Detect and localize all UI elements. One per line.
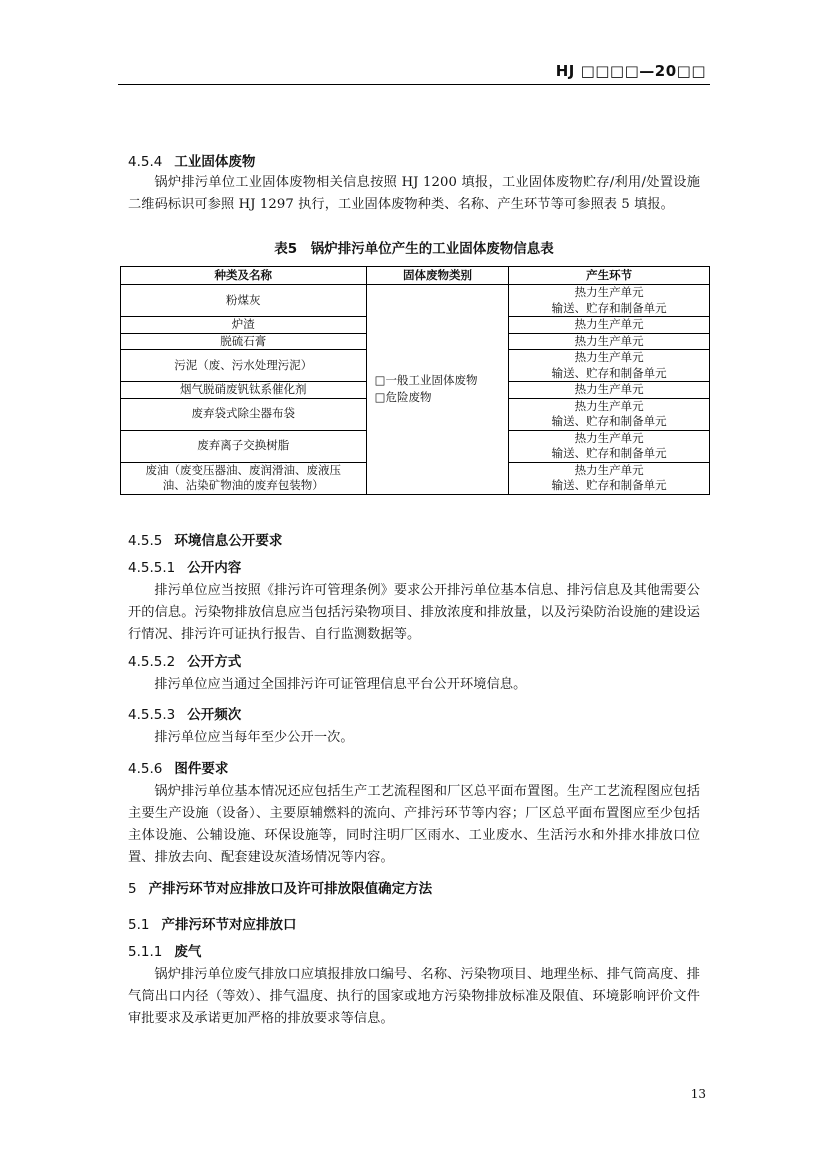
heading-title: 公开方式 — [187, 654, 242, 670]
waste-name: 脱硫石膏 — [121, 333, 367, 350]
stage-cell — [509, 398, 710, 430]
stage-cell — [509, 285, 710, 317]
column-header: 产生环节 — [509, 267, 710, 285]
heading-title: 公开频次 — [187, 707, 242, 723]
table-row — [121, 285, 710, 317]
waste-name: 烟气脱硝废钒钛系催化剂 — [121, 382, 367, 399]
waste-name: 废弃离子交换树脂 — [121, 430, 367, 462]
heading-title: 图件要求 — [174, 761, 229, 777]
stage-line: 热力生产单元 — [574, 350, 644, 364]
waste-name-line: 废油（废变压器油、废润滑油、废液压 — [145, 462, 342, 477]
stage-line: 热力生产单元 — [574, 317, 644, 331]
heading-title: 废气 — [174, 944, 202, 960]
document-code: HJ □□□□—20□□ — [555, 62, 706, 80]
stage-line: 热力生产单元 — [574, 430, 644, 445]
heading-number: 4.5.6 — [128, 761, 163, 777]
waste-category-cell — [366, 285, 509, 495]
heading-number: 5.1.1 — [128, 944, 163, 960]
stage-cell — [509, 382, 710, 399]
heading-5 — [128, 877, 432, 897]
stage-cell — [509, 333, 710, 350]
heading-number: 4.5.5.1 — [128, 560, 176, 576]
stage-cell — [509, 430, 710, 462]
heading-4-5-6 — [128, 757, 228, 777]
stage-line: 输送、贮存和制备单元 — [551, 365, 667, 380]
waste-name-line: 油、沾染矿物油的废弃包装物） — [162, 478, 324, 492]
waste-name: 炉渣 — [121, 317, 367, 334]
paragraph-4-5-6: 锅炉排污单位基本情况还应包括生产工艺流程图和厂区总平面布置图。生产工艺流程图应包括主要生产设施（设备）、主要原辅燃料的流向、产排污环节等内容；厂区总平面布置图应至少包括主体设施、公辅设施、环保设施等，同时注明厂区雨水、工业废水、生活污水和外排水排放口位置、排放去向、配套建设灰渣场情况等内容。 — [128, 784, 700, 865]
stage-cell — [509, 317, 710, 334]
heading-number: 4.5.5.2 — [128, 654, 176, 670]
heading-title: 产排污环节对应排放口及许可排放限值确定方法 — [148, 881, 433, 897]
heading-5-1-1 — [128, 940, 201, 960]
heading-number: 4.5.5 — [128, 533, 163, 549]
heading-title: 环境信息公开要求 — [174, 533, 283, 549]
waste-name: 污泥（废、污水处理污泥） — [121, 350, 367, 382]
heading-title: 产排污环节对应排放口 — [161, 917, 297, 933]
stage-line: 热力生产单元 — [574, 462, 644, 477]
page-number: 13 — [690, 1087, 706, 1101]
paragraph-4-5-5-2: 排污单位应当通过全国排污许可证管理信息平台公开环境信息。 — [154, 677, 527, 692]
stage-line: 热力生产单元 — [574, 333, 644, 348]
heading-title: 工业固体废物 — [174, 154, 256, 170]
category-option: □危险废物 — [374, 390, 432, 405]
waste-name: 废弃袋式除尘器布袋 — [121, 398, 367, 430]
stage-line: 输送、贮存和制备单元 — [551, 300, 667, 315]
paragraph-4-5-4: 锅炉排污单位工业固体废物相关信息按照 HJ 1200 填报，工业固体废物贮存/利用/处置设施二维码标识可参照 HJ 1297 执行，工业固体废物种类、名称、产生环节等可参照表 5 填报。 — [128, 175, 700, 212]
category-option: □一般工业固体废物 — [374, 373, 478, 388]
stage-line: 热力生产单元 — [574, 398, 644, 413]
heading-4-5-5 — [128, 529, 282, 549]
waste-name — [121, 462, 367, 494]
stage-line: 热力生产单元 — [574, 285, 644, 299]
heading-4-5-4 — [128, 150, 255, 170]
heading-number: 4.5.5.3 — [128, 707, 176, 723]
heading-number: 5.1 — [128, 917, 150, 933]
stage-line: 输送、贮存和制备单元 — [551, 478, 667, 492]
heading-title: 公开内容 — [187, 560, 242, 576]
table-title: 表5 锅炉排污单位产生的工业固体废物信息表 — [274, 241, 554, 257]
column-header: 种类及名称 — [121, 267, 367, 285]
paragraph-4-5-5-1: 排污单位应当按照《排污许可管理条例》要求公开排污单位基本信息、排污信息及其他需要公开的信息。污染物排放信息应当包括污染物项目、排放浓度和排放量，以及污染防治设施的建设运行情况、排污许可证执行报告、自行监测数据等。 — [128, 583, 700, 642]
header-rule — [118, 84, 710, 85]
heading-5-1 — [128, 913, 296, 933]
column-header: 固体废物类别 — [366, 267, 509, 285]
stage-cell — [509, 462, 710, 494]
heading-number: 4.5.4 — [128, 154, 163, 170]
stage-line: 输送、贮存和制备单元 — [551, 446, 667, 460]
heading-4-5-5-3 — [128, 703, 241, 723]
heading-number: 5 — [128, 881, 137, 897]
waste-table — [120, 266, 710, 495]
stage-line: 热力生产单元 — [574, 382, 644, 396]
heading-4-5-5-2 — [128, 650, 241, 670]
stage-cell — [509, 350, 710, 382]
heading-4-5-5-1 — [128, 556, 241, 576]
paragraph-4-5-5-3: 排污单位应当每年至少公开一次。 — [154, 730, 354, 745]
waste-name: 粉煤灰 — [121, 285, 367, 317]
paragraph-5-1-1: 锅炉排污单位废气排放口应填报排放口编号、名称、污染物项目、地理坐标、排气筒高度、排气筒出口内径（等效）、排气温度、执行的国家或地方污染物排放标准及限值、环境影响评价文件审批要求及承诺更加严格的排放要求等信息。 — [128, 967, 700, 1026]
stage-line: 输送、贮存和制备单元 — [551, 414, 667, 428]
